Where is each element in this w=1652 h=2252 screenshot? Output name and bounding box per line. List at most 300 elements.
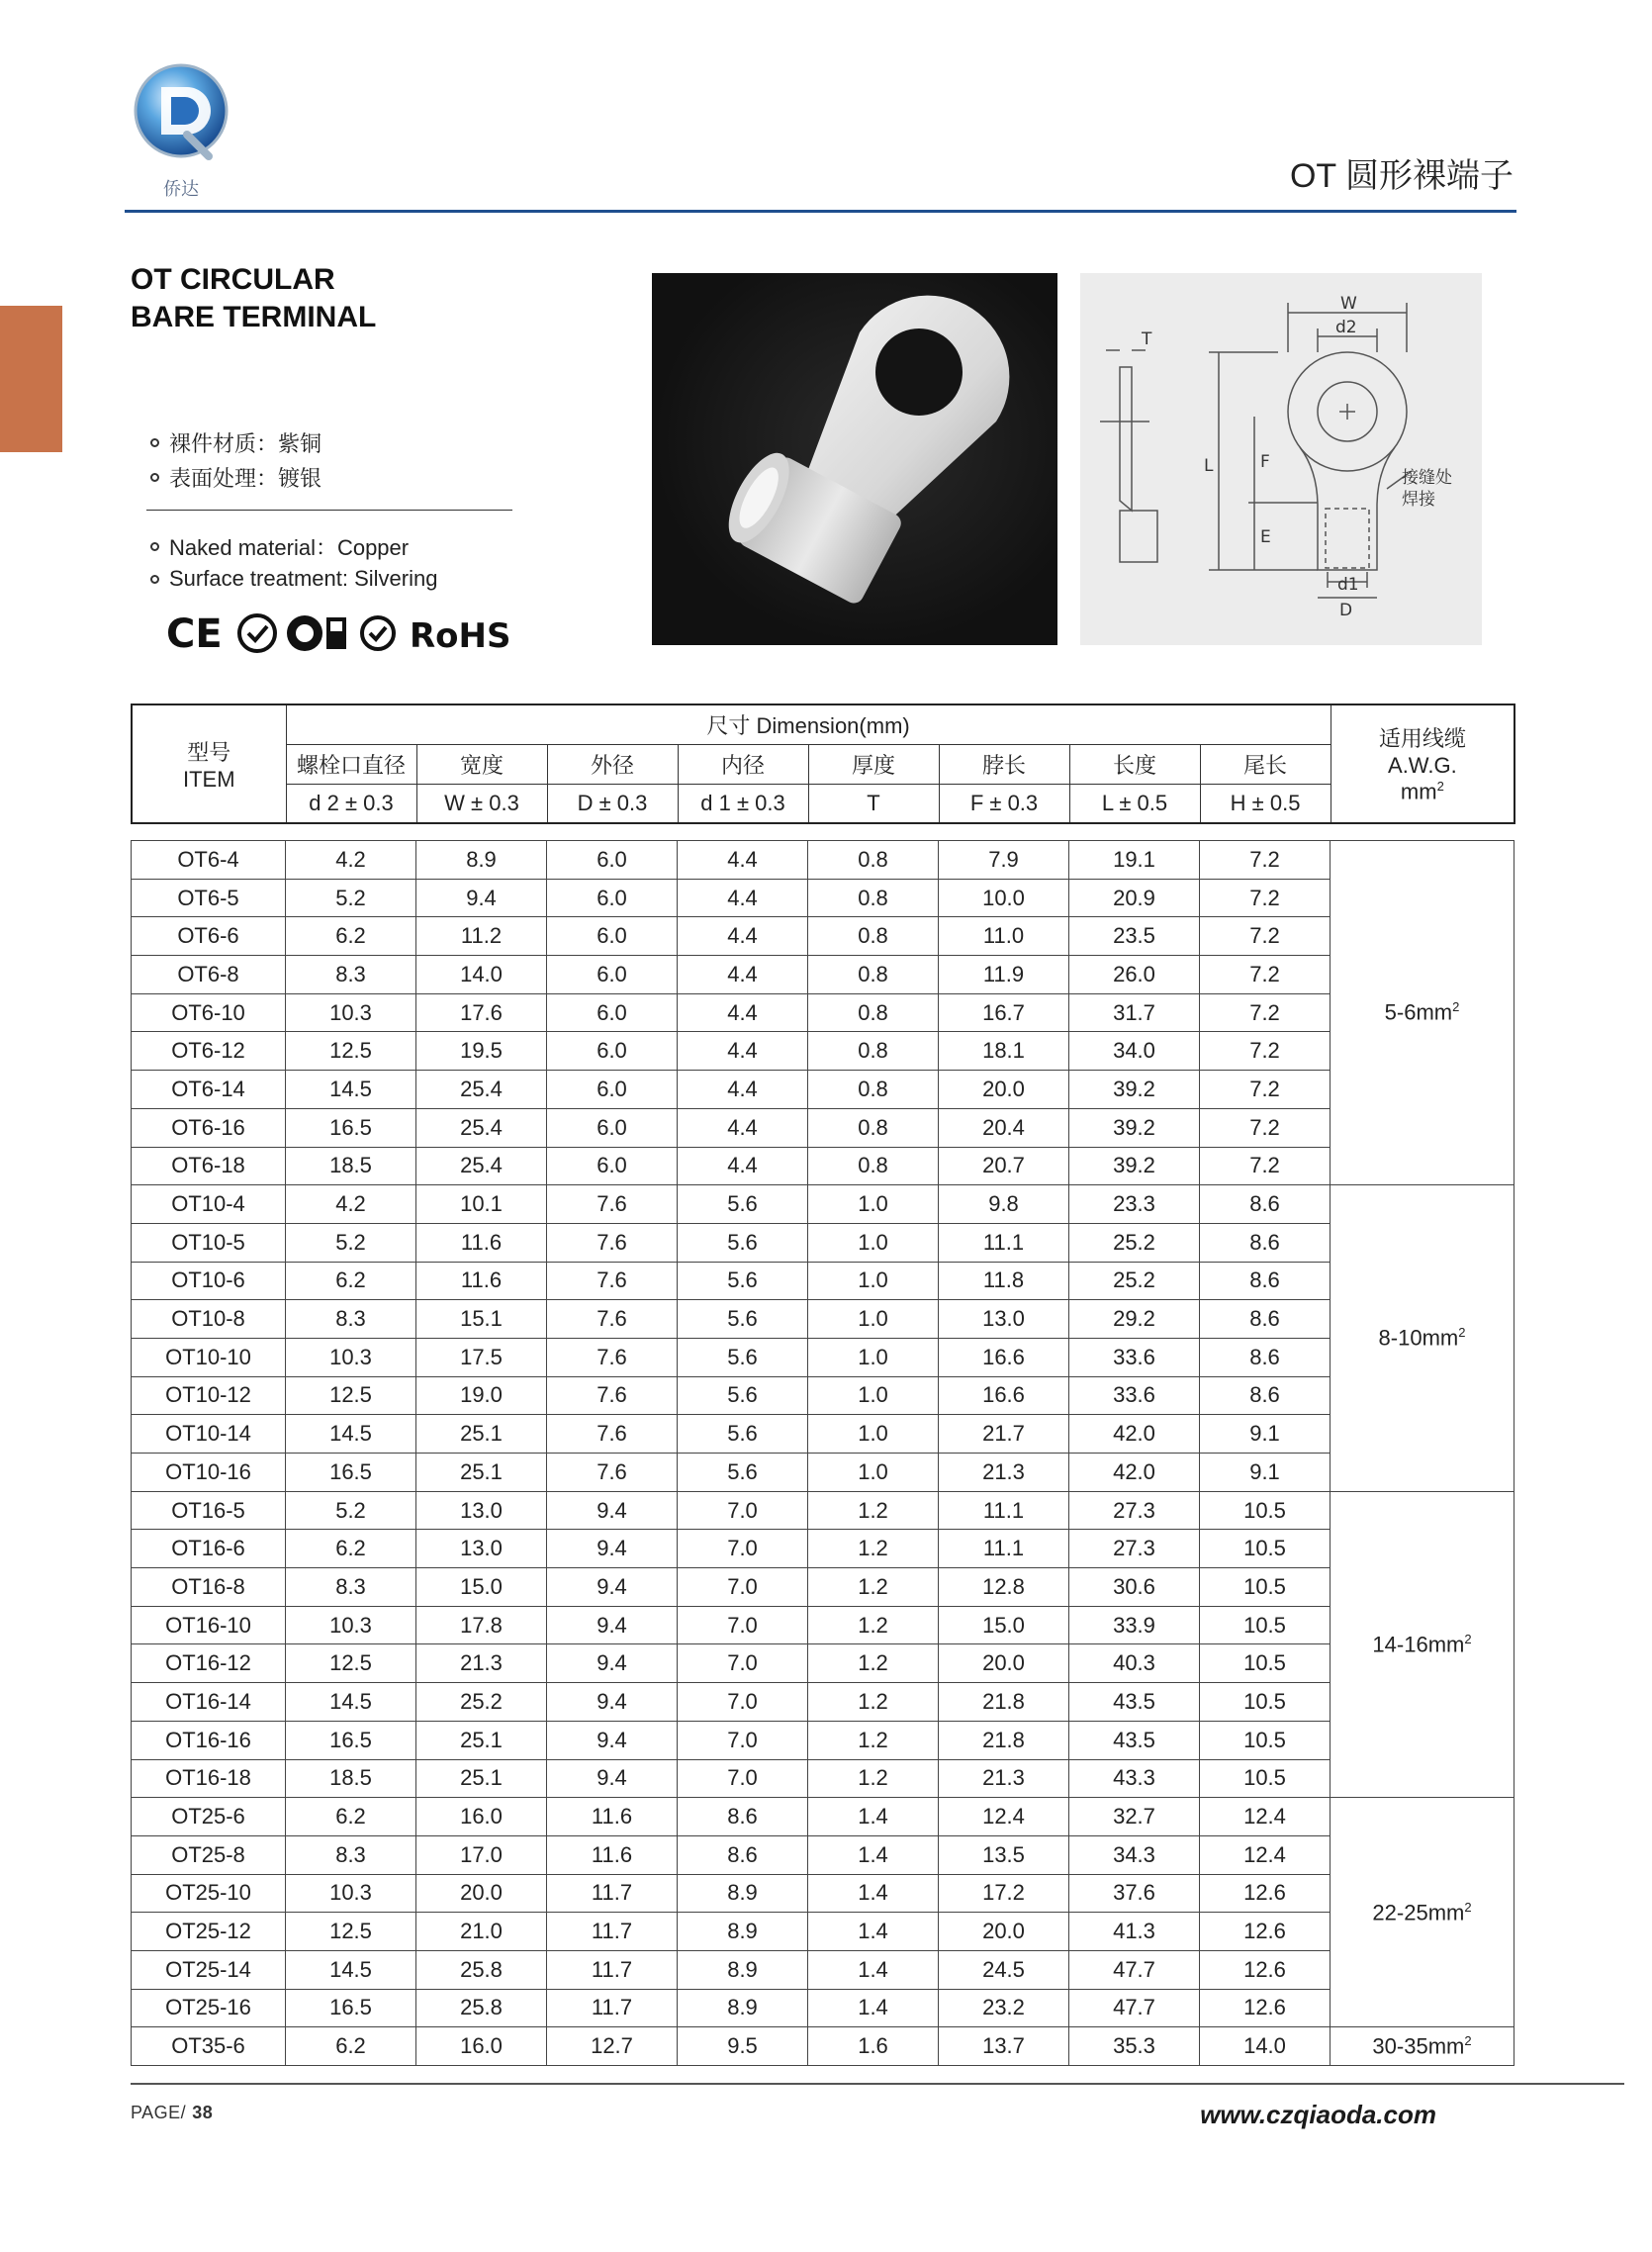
item-cell: OT25-16 — [132, 1989, 286, 2027]
spec-surface-en: Surface treatment: Silvering — [150, 566, 437, 592]
label-d: D — [1339, 601, 1353, 620]
value-cell: 10.3 — [286, 1606, 416, 1644]
value-cell: 20.0 — [416, 1874, 547, 1913]
spec-material-cn: 裸件材质：紫铜 — [150, 427, 321, 458]
value-cell: 12.6 — [1200, 1989, 1331, 2027]
item-cell: OT35-6 — [132, 2027, 286, 2066]
table-row — [132, 1874, 1514, 1913]
value-cell: 6.0 — [547, 1108, 678, 1147]
table-row — [132, 1300, 1514, 1339]
value-cell: 11.6 — [547, 1835, 678, 1874]
value-cell: 0.8 — [808, 917, 939, 956]
value-cell: 8.9 — [416, 841, 547, 880]
table-row — [132, 1989, 1514, 2027]
value-cell: 6.2 — [286, 1530, 416, 1568]
value-cell: 14.5 — [286, 1415, 416, 1454]
value-cell: 25.1 — [416, 1759, 547, 1798]
table-row — [132, 1262, 1514, 1300]
value-cell: 25.4 — [416, 1071, 547, 1109]
table-row — [132, 1147, 1514, 1185]
item-cell: OT25-10 — [132, 1874, 286, 1913]
value-cell: 11.7 — [547, 1989, 678, 2027]
value-cell: 1.2 — [808, 1491, 939, 1530]
value-cell: 47.7 — [1069, 1989, 1200, 2027]
column-tolerance-1: W ± 0.3 — [416, 784, 547, 823]
value-cell: 7.2 — [1200, 1147, 1331, 1185]
value-cell: 17.2 — [939, 1874, 1069, 1913]
value-cell: 9.4 — [547, 1644, 678, 1683]
rohs-mark: RoHS — [410, 616, 511, 656]
dimension-header-table — [131, 704, 1515, 824]
value-cell: 7.2 — [1200, 1032, 1331, 1071]
value-cell: 6.2 — [286, 917, 416, 956]
value-cell: 16.0 — [416, 2027, 547, 2066]
item-cell: OT6-14 — [132, 1071, 286, 1109]
label-t: T — [1142, 329, 1152, 349]
value-cell: 7.6 — [547, 1376, 678, 1415]
value-cell: 5.6 — [678, 1415, 808, 1454]
value-cell: 6.0 — [547, 841, 678, 880]
ce-mark: CE — [166, 611, 223, 657]
table-row — [132, 1530, 1514, 1568]
value-cell: 1.0 — [808, 1338, 939, 1376]
value-cell: 11.9 — [939, 956, 1069, 994]
value-cell: 7.2 — [1200, 841, 1331, 880]
certification-marks — [166, 608, 542, 657]
value-cell: 4.4 — [678, 1147, 808, 1185]
item-cell: OT16-18 — [132, 1759, 286, 1798]
item-cell: OT10-8 — [132, 1300, 286, 1339]
value-cell: 7.9 — [939, 841, 1069, 880]
value-cell: 21.8 — [939, 1683, 1069, 1722]
value-cell: 43.5 — [1069, 1721, 1200, 1759]
heading-line-2: BARE TERMINAL — [131, 301, 377, 333]
value-cell: 1.4 — [808, 1913, 939, 1951]
value-cell: 7.6 — [547, 1338, 678, 1376]
value-cell: 39.2 — [1069, 1147, 1200, 1185]
value-cell: 13.0 — [416, 1491, 547, 1530]
value-cell: 0.8 — [808, 879, 939, 917]
value-cell: 19.1 — [1069, 841, 1200, 880]
column-name-4: 厚度 — [808, 744, 939, 784]
table-row — [132, 1644, 1514, 1683]
value-cell: 25.4 — [416, 1108, 547, 1147]
cert-badge-icon-4 — [362, 617, 394, 649]
value-cell: 10.5 — [1200, 1759, 1331, 1798]
value-cell: 16.6 — [939, 1338, 1069, 1376]
value-cell: 1.2 — [808, 1606, 939, 1644]
value-cell: 12.6 — [1200, 1950, 1331, 1989]
table-row — [132, 879, 1514, 917]
value-cell: 10.5 — [1200, 1721, 1331, 1759]
value-cell: 10.3 — [286, 1338, 416, 1376]
table-row — [132, 1338, 1514, 1376]
value-cell: 11.7 — [547, 1874, 678, 1913]
value-cell: 21.3 — [416, 1644, 547, 1683]
value-cell: 4.4 — [678, 993, 808, 1032]
value-cell: 33.6 — [1069, 1376, 1200, 1415]
value-cell: 6.2 — [286, 2027, 416, 2066]
value-cell: 12.4 — [1200, 1798, 1331, 1836]
value-cell: 21.3 — [939, 1759, 1069, 1798]
value-cell: 9.8 — [939, 1185, 1069, 1224]
value-cell: 6.0 — [547, 1071, 678, 1109]
value-cell: 11.6 — [416, 1223, 547, 1262]
value-cell: 1.2 — [808, 1644, 939, 1683]
value-cell: 25.1 — [416, 1454, 547, 1492]
table-row — [132, 1683, 1514, 1722]
table-row — [132, 1376, 1514, 1415]
value-cell: 18.5 — [286, 1147, 416, 1185]
value-cell: 31.7 — [1069, 993, 1200, 1032]
value-cell: 13.7 — [939, 2027, 1069, 2066]
value-cell: 5.6 — [678, 1376, 808, 1415]
value-cell: 19.0 — [416, 1376, 547, 1415]
spec-surface-cn: 表面处理：镀银 — [150, 462, 321, 493]
table-row — [132, 1759, 1514, 1798]
table-row — [132, 1415, 1514, 1454]
label-l: L — [1204, 456, 1214, 476]
terminal-spec-table — [131, 840, 1514, 2066]
value-cell: 9.4 — [547, 1683, 678, 1722]
item-cell: OT16-10 — [132, 1606, 286, 1644]
value-cell: 8.6 — [1200, 1262, 1331, 1300]
value-cell: 10.3 — [286, 1874, 416, 1913]
item-cell: OT10-5 — [132, 1223, 286, 1262]
awg-cell: $5-6mm^2$ — [1331, 841, 1514, 1185]
value-cell: 1.0 — [808, 1223, 939, 1262]
value-cell: 43.5 — [1069, 1683, 1200, 1722]
value-cell: 6.2 — [286, 1798, 416, 1836]
table-row — [132, 1950, 1514, 1989]
value-cell: 1.0 — [808, 1376, 939, 1415]
value-cell: 8.6 — [678, 1798, 808, 1836]
value-cell: 20.0 — [939, 1644, 1069, 1683]
value-cell: 33.6 — [1069, 1338, 1200, 1376]
awg-cell: $8-10mm^2$ — [1331, 1185, 1514, 1492]
value-cell: 10.5 — [1200, 1683, 1331, 1722]
value-cell: 5.2 — [286, 879, 416, 917]
value-cell: 1.4 — [808, 1874, 939, 1913]
value-cell: 1.0 — [808, 1415, 939, 1454]
column-name-1: 宽度 — [416, 744, 547, 784]
cert-badge-icon-2 — [287, 615, 322, 651]
label-d1: d1 — [1337, 575, 1359, 595]
value-cell: 40.3 — [1069, 1644, 1200, 1683]
value-cell: 14.0 — [416, 956, 547, 994]
value-cell: 47.7 — [1069, 1950, 1200, 1989]
value-cell: 20.0 — [939, 1071, 1069, 1109]
value-cell: 27.3 — [1069, 1530, 1200, 1568]
table-row — [132, 841, 1514, 880]
value-cell: 8.3 — [286, 1300, 416, 1339]
value-cell: 35.3 — [1069, 2027, 1200, 2066]
value-cell: 11.6 — [416, 1262, 547, 1300]
value-cell: 8.3 — [286, 956, 416, 994]
value-cell: 20.0 — [939, 1913, 1069, 1951]
value-cell: 8.9 — [678, 1989, 808, 2027]
value-cell: 1.4 — [808, 1989, 939, 2027]
footer-divider — [131, 2083, 1624, 2085]
table-row — [132, 1032, 1514, 1071]
value-cell: 5.2 — [286, 1491, 416, 1530]
value-cell: 16.5 — [286, 1454, 416, 1492]
side-color-tab — [0, 306, 62, 452]
value-cell: 20.9 — [1069, 879, 1200, 917]
value-cell: 9.1 — [1200, 1415, 1331, 1454]
value-cell: 17.0 — [416, 1835, 547, 1874]
item-cell: OT10-10 — [132, 1338, 286, 1376]
value-cell: 4.4 — [678, 841, 808, 880]
column-name-7: 尾长 — [1200, 744, 1331, 784]
value-cell: 18.5 — [286, 1759, 416, 1798]
value-cell: 6.0 — [547, 956, 678, 994]
item-cell: OT6-16 — [132, 1108, 286, 1147]
value-cell: 32.7 — [1069, 1798, 1200, 1836]
value-cell: 5.6 — [678, 1223, 808, 1262]
table-row — [132, 1223, 1514, 1262]
value-cell: 9.4 — [547, 1491, 678, 1530]
value-cell: 0.8 — [808, 993, 939, 1032]
value-cell: 16.5 — [286, 1989, 416, 2027]
value-cell: 5.6 — [678, 1300, 808, 1339]
value-cell: 8.6 — [1200, 1338, 1331, 1376]
cert-badge-icon-1 — [239, 615, 275, 651]
value-cell: 0.8 — [808, 1108, 939, 1147]
item-cell: OT6-4 — [132, 841, 286, 880]
value-cell: 8.6 — [1200, 1185, 1331, 1224]
value-cell: 25.1 — [416, 1415, 547, 1454]
value-cell: 4.4 — [678, 1032, 808, 1071]
page-title: OT 圆形裸端子 — [1289, 157, 1514, 195]
value-cell: 9.4 — [547, 1606, 678, 1644]
value-cell: 6.0 — [547, 1147, 678, 1185]
value-cell: 34.0 — [1069, 1032, 1200, 1071]
value-cell: 5.6 — [678, 1262, 808, 1300]
value-cell: 10.5 — [1200, 1530, 1331, 1568]
value-cell: 12.6 — [1200, 1913, 1331, 1951]
value-cell: 7.2 — [1200, 879, 1331, 917]
value-cell: 37.6 — [1069, 1874, 1200, 1913]
item-cell: OT6-5 — [132, 879, 286, 917]
value-cell: 0.8 — [808, 841, 939, 880]
value-cell: 9.4 — [416, 879, 547, 917]
value-cell: 8.6 — [678, 1835, 808, 1874]
column-tolerance-6: L ± 0.5 — [1069, 784, 1200, 823]
column-name-3: 内径 — [678, 744, 808, 784]
item-cell: OT16-6 — [132, 1530, 286, 1568]
item-cell: OT10-4 — [132, 1185, 286, 1224]
value-cell: 21.7 — [939, 1415, 1069, 1454]
item-cell: OT25-6 — [132, 1798, 286, 1836]
column-name-6: 长度 — [1069, 744, 1200, 784]
item-cell: OT10-12 — [132, 1376, 286, 1415]
value-cell: 0.8 — [808, 1147, 939, 1185]
table-row — [132, 993, 1514, 1032]
value-cell: 39.2 — [1069, 1108, 1200, 1147]
value-cell: 9.5 — [678, 2027, 808, 2066]
value-cell: 14.0 — [1200, 2027, 1331, 2066]
table-row — [132, 1913, 1514, 1951]
value-cell: 15.1 — [416, 1300, 547, 1339]
value-cell: 12.4 — [1200, 1835, 1331, 1874]
label-f: F — [1260, 452, 1270, 472]
value-cell: 7.0 — [678, 1606, 808, 1644]
product-photo — [652, 273, 1057, 645]
value-cell: 25.8 — [416, 1950, 547, 1989]
value-cell: 8.6 — [1200, 1376, 1331, 1415]
item-cell: OT25-14 — [132, 1950, 286, 1989]
value-cell: 9.4 — [547, 1530, 678, 1568]
item-header: 型号 ITEM — [132, 704, 286, 823]
value-cell: 1.2 — [808, 1759, 939, 1798]
value-cell: 11.7 — [547, 1913, 678, 1951]
value-cell: 23.2 — [939, 1989, 1069, 2027]
value-cell: 1.2 — [808, 1568, 939, 1607]
column-tolerance-2: D ± 0.3 — [547, 784, 678, 823]
item-cell: OT25-12 — [132, 1913, 286, 1951]
value-cell: 25.2 — [416, 1683, 547, 1722]
value-cell: 7.0 — [678, 1759, 808, 1798]
value-cell: 13.0 — [939, 1300, 1069, 1339]
value-cell: 1.4 — [808, 1835, 939, 1874]
value-cell: 1.4 — [808, 1798, 939, 1836]
bullet-icon — [150, 542, 159, 551]
value-cell: 4.2 — [286, 1185, 416, 1224]
bullet-icon — [150, 473, 159, 482]
awg-header: 适用线缆 A.W.G. $mm^2$ — [1331, 704, 1514, 823]
value-cell: 10.3 — [286, 993, 416, 1032]
value-cell: 9.4 — [547, 1721, 678, 1759]
website-url: www.czqiaoda.com — [1200, 2100, 1436, 2129]
value-cell: 8.3 — [286, 1835, 416, 1874]
column-tolerance-5: F ± 0.3 — [939, 784, 1069, 823]
awg-cell: $14-16mm^2$ — [1331, 1491, 1514, 1798]
value-cell: 6.2 — [286, 1262, 416, 1300]
item-cell: OT25-8 — [132, 1835, 286, 1874]
column-tolerance-3: d 1 ± 0.3 — [678, 784, 808, 823]
item-cell: OT16-5 — [132, 1491, 286, 1530]
value-cell: 14.5 — [286, 1683, 416, 1722]
value-cell: 16.5 — [286, 1108, 416, 1147]
value-cell: 7.0 — [678, 1683, 808, 1722]
value-cell: 7.6 — [547, 1454, 678, 1492]
cert-badge-icon-3 — [326, 617, 346, 649]
value-cell: 34.3 — [1069, 1835, 1200, 1874]
value-cell: 42.0 — [1069, 1454, 1200, 1492]
value-cell: 9.4 — [547, 1759, 678, 1798]
value-cell: 16.6 — [939, 1376, 1069, 1415]
value-cell: 4.4 — [678, 917, 808, 956]
awg-cell: $22-25mm^2$ — [1331, 1798, 1514, 2027]
value-cell: 13.5 — [939, 1835, 1069, 1874]
value-cell: 19.5 — [416, 1032, 547, 1071]
value-cell: 18.1 — [939, 1032, 1069, 1071]
value-cell: 11.8 — [939, 1262, 1069, 1300]
column-tolerance-7: H ± 0.5 — [1200, 784, 1331, 823]
value-cell: 30.6 — [1069, 1568, 1200, 1607]
logo-text: 侨达 — [163, 179, 199, 199]
value-cell: 17.6 — [416, 993, 547, 1032]
value-cell: 12.7 — [547, 2027, 678, 2066]
value-cell: 21.8 — [939, 1721, 1069, 1759]
value-cell: 25.2 — [1069, 1262, 1200, 1300]
value-cell: 7.6 — [547, 1223, 678, 1262]
item-cell: OT16-12 — [132, 1644, 286, 1683]
value-cell: 8.9 — [678, 1913, 808, 1951]
value-cell: 27.3 — [1069, 1491, 1200, 1530]
value-cell: 5.6 — [678, 1185, 808, 1224]
label-w: W — [1340, 294, 1357, 314]
value-cell: 5.6 — [678, 1454, 808, 1492]
value-cell: 7.0 — [678, 1491, 808, 1530]
value-cell: 39.2 — [1069, 1071, 1200, 1109]
table-row — [132, 1606, 1514, 1644]
value-cell: 25.4 — [416, 1147, 547, 1185]
value-cell: 13.0 — [416, 1530, 547, 1568]
value-cell: 7.2 — [1200, 1108, 1331, 1147]
spec-divider — [146, 510, 512, 511]
value-cell: 9.1 — [1200, 1454, 1331, 1492]
value-cell: 1.2 — [808, 1683, 939, 1722]
dimension-header: 尺寸 Dimension(mm) — [286, 704, 1331, 744]
value-cell: 5.2 — [286, 1223, 416, 1262]
label-weld-note-1: 接缝处 — [1402, 468, 1452, 488]
bullet-icon — [150, 438, 159, 447]
value-cell: 10.1 — [416, 1185, 547, 1224]
value-cell: 6.0 — [547, 917, 678, 956]
table-row — [132, 1721, 1514, 1759]
value-cell: 23.5 — [1069, 917, 1200, 956]
value-cell: 7.6 — [547, 1262, 678, 1300]
value-cell: 23.3 — [1069, 1185, 1200, 1224]
value-cell: 12.6 — [1200, 1874, 1331, 1913]
value-cell: 25.8 — [416, 1989, 547, 2027]
value-cell: 17.5 — [416, 1338, 547, 1376]
value-cell: 0.8 — [808, 1071, 939, 1109]
column-name-0: 螺栓口直径 — [286, 744, 416, 784]
value-cell: 16.7 — [939, 993, 1069, 1032]
value-cell: 29.2 — [1069, 1300, 1200, 1339]
value-cell: 7.6 — [547, 1415, 678, 1454]
value-cell: 4.4 — [678, 1071, 808, 1109]
value-cell: 11.1 — [939, 1530, 1069, 1568]
value-cell: 12.5 — [286, 1913, 416, 1951]
column-tolerance-0: d 2 ± 0.3 — [286, 784, 416, 823]
table-row — [132, 956, 1514, 994]
value-cell: 5.6 — [678, 1338, 808, 1376]
value-cell: 1.0 — [808, 1300, 939, 1339]
value-cell: 10.5 — [1200, 1568, 1331, 1607]
column-tolerance-4: T — [808, 784, 939, 823]
value-cell: 8.6 — [1200, 1223, 1331, 1262]
label-d2: d2 — [1335, 318, 1357, 337]
column-name-5: 脖长 — [939, 744, 1069, 784]
item-cell: OT16-16 — [132, 1721, 286, 1759]
value-cell: 1.0 — [808, 1454, 939, 1492]
value-cell: 1.6 — [808, 2027, 939, 2066]
value-cell: 9.4 — [547, 1568, 678, 1607]
item-cell: OT6-10 — [132, 993, 286, 1032]
value-cell: 10.5 — [1200, 1644, 1331, 1683]
value-cell: 8.6 — [1200, 1300, 1331, 1339]
spec-material-en: Naked material：Copper — [150, 531, 409, 562]
value-cell: 7.0 — [678, 1530, 808, 1568]
item-cell: OT6-18 — [132, 1147, 286, 1185]
value-cell: 11.2 — [416, 917, 547, 956]
value-cell: 1.2 — [808, 1721, 939, 1759]
product-heading — [131, 261, 376, 336]
